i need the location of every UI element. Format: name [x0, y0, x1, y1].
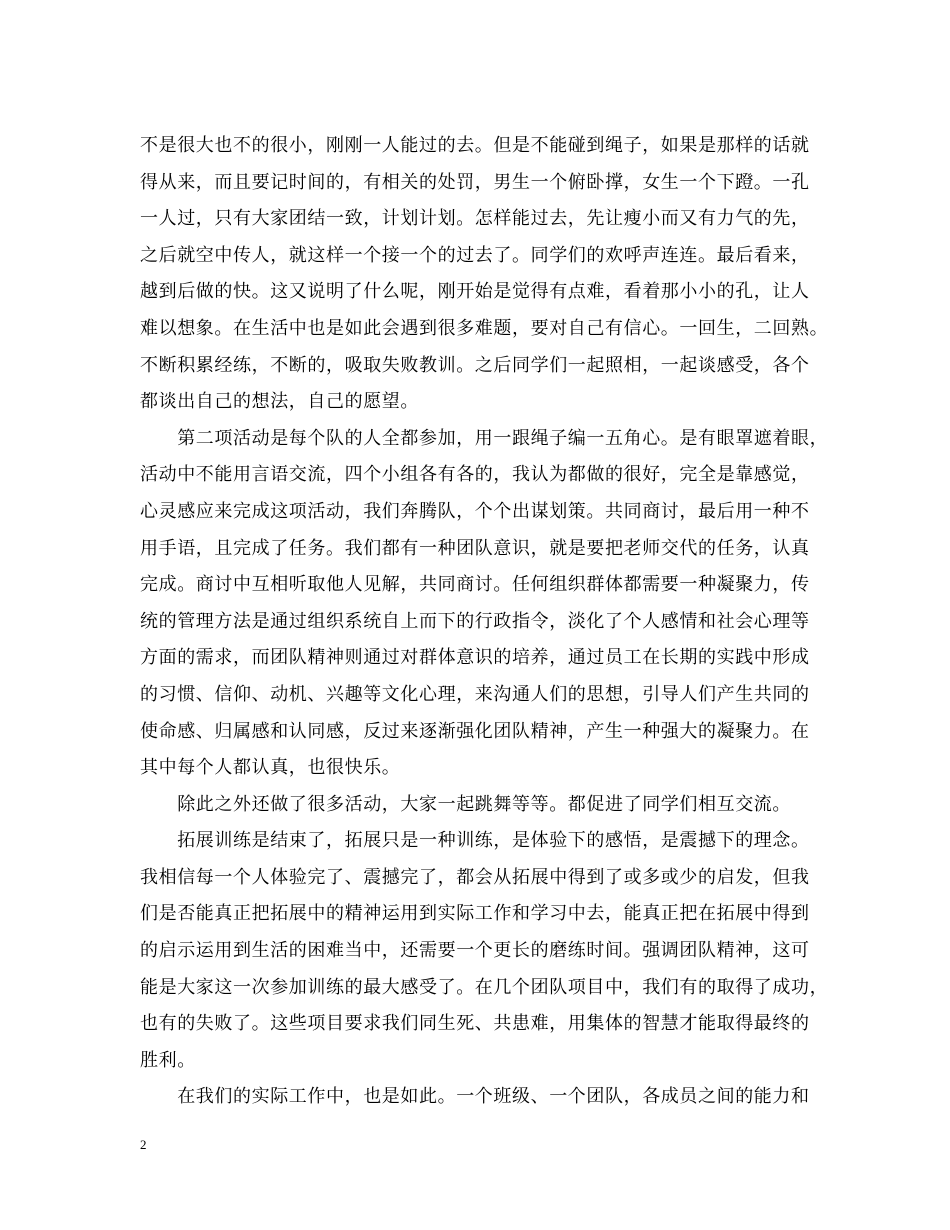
text-line: 越到后做的快。这又说明了什么呢，刚开始是觉得有点难，看着那小小的孔，让人 — [140, 281, 810, 303]
text-line: 使命感、归属感和认同感，反过来逐渐强化团队精神，产生一种强大的凝聚力。在 — [140, 720, 810, 742]
text-line: 心灵感应来完成这项活动，我们奔腾队，个个出谋划策。共同商讨，最后用一种不 — [140, 500, 810, 522]
text-line: 在我们的实际工作中，也是如此。一个班级、一个团队，各成员之间的能力和 — [140, 1086, 810, 1108]
text-line: 难以想象。在生活中也是如此会遇到很多难题，要对自己有信心。一回生，二回熟。 — [140, 317, 829, 339]
text-line: 用手语，且完成了任务。我们都有一种团队意识，就是要把老师交代的任务，认真 — [140, 537, 810, 559]
text-line: 拓展训练是结束了，拓展只是一种训练，是体验下的感悟，是震撼下的理念。 — [140, 830, 810, 852]
text-line: 我相信每一个人体验完了、震撼完了，都会从拓展中得到了或多或少的启发，但我 — [140, 866, 810, 888]
text-line: 之后就空中传人，就这样一个接一个的过去了。同学们的欢呼声连连。最后看来， — [140, 244, 810, 266]
text-line: 方面的需求，而团队精神则通过对群体意识的培养，通过员工在长期的实践中形成 — [140, 647, 810, 669]
text-line: 胜利。 — [140, 1049, 196, 1071]
body-text — [140, 128, 840, 1116]
text-line: 的习惯、信仰、动机、兴趣等文化心理，来沟通人们的思想，引导人们产生共同的 — [140, 683, 810, 705]
text-line: 们是否能真正把拓展中的精神运用到实际工作和学习中去，能真正把在拓展中得到 — [140, 903, 810, 925]
text-line: 第二项活动是每个队的人全都参加，用一跟绳子编一五角心。是有眼罩遮着眼， — [140, 427, 829, 449]
text-line: 的启示运用到生活的困难当中，还需要一个更长的磨练时间。强调团队精神，这可 — [140, 940, 810, 962]
text-line: 得从来，而且要记时间的，有相关的处罚，男生一个俯卧撑，女生一个下蹬。一孔 — [140, 171, 810, 193]
text-line: 都谈出自己的想法，自己的愿望。 — [140, 391, 419, 413]
text-line: 不是很大也不的很小，刚刚一人能过的去。但是不能碰到绳子，如果是那样的话就 — [140, 135, 810, 156]
page-number: 2 — [140, 1137, 147, 1152]
text-line: 也有的失败了。这些项目要求我们同生死、共患难，用集体的智慧才能取得最终的 — [140, 1013, 810, 1035]
text-line: 能是大家这一次参加训练的最大感受了。在几个团队项目中，我们有的取得了成功， — [140, 976, 829, 998]
text-line: 其中每个人都认真，也很快乐。 — [140, 757, 401, 779]
text-line: 完成。商讨中互相听取他人见解，共同商讨。任何组织群体都需要一种凝聚力，传 — [140, 574, 810, 596]
text-line: 一人过，只有大家团结一致，计划计划。怎样能过去，先让瘦小而又有力气的先， — [140, 208, 810, 230]
text-line: 统的管理方法是通过组织系统自上而下的行政指令，淡化了个人感情和社会心理等 — [140, 610, 810, 632]
text-line: 除此之外还做了很多活动，大家一起跳舞等等。都促进了同学们相互交流。 — [140, 793, 791, 815]
text-line: 活动中不能用言语交流，四个小组各有各的，我认为都做的很好，完全是靠感觉， — [140, 464, 810, 486]
text-line: 不断积累经练，不断的，吸取失败教训。之后同学们一起照相，一起谈感受，各个 — [140, 354, 810, 376]
